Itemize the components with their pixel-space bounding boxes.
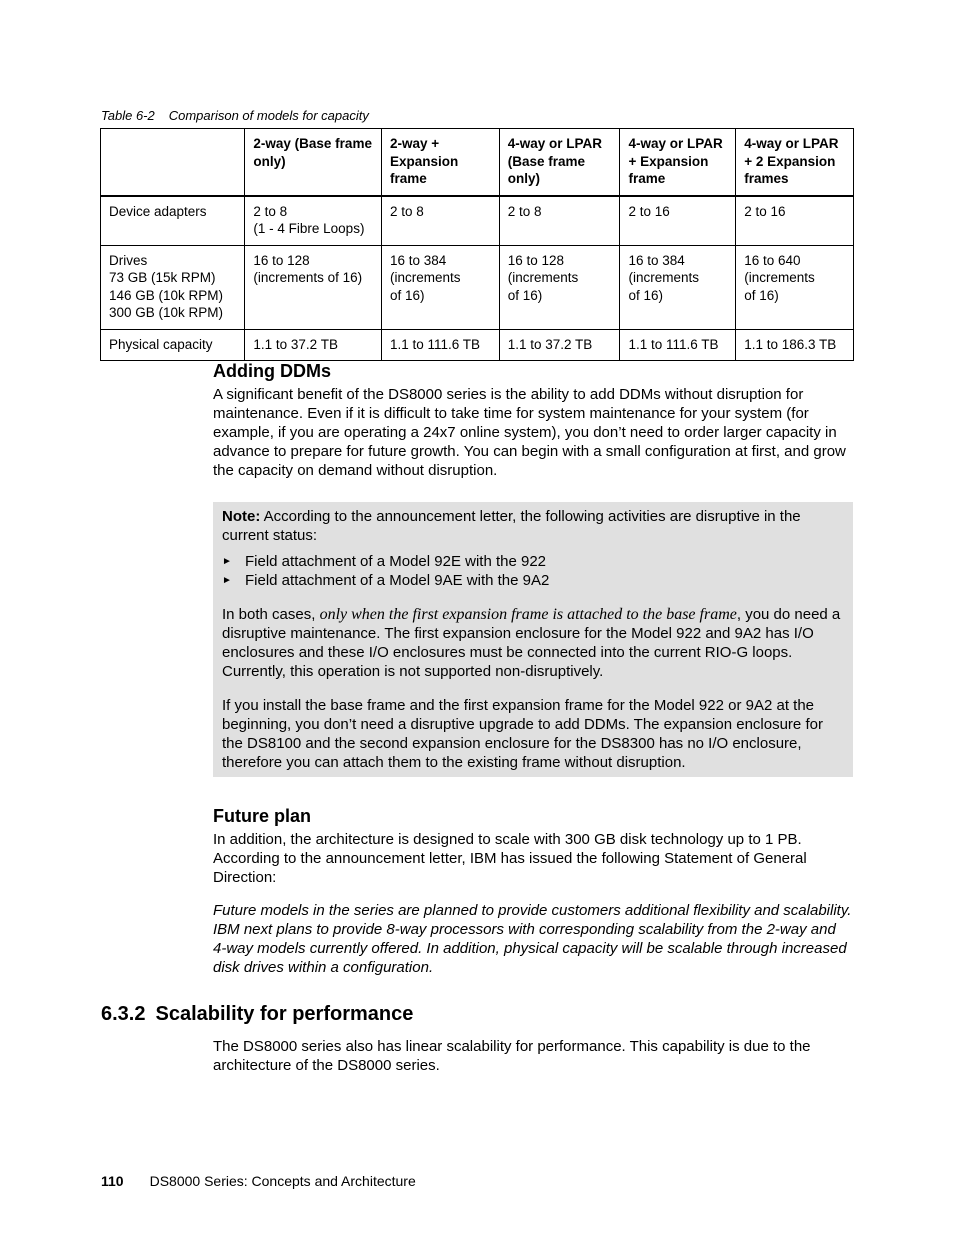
table-header-cell: 2-way + Expansion frame [381, 129, 499, 196]
adding-ddms-paragraph: A significant benefit of the DS8000 series is the ability to add DDMs without disruption for maintenance. Even if it is difficult to take time for system maintenance for your system (for example, if you are operating a 24x7 online system), you don’t need to order larger capacity in advance to prepare for future growth. You can begin with a small configuration at first, and grow the capacity on demand without disruption. [213, 386, 846, 479]
adding-ddms-heading: Adding DDMs [213, 361, 331, 381]
note-intro [222, 507, 846, 545]
triangle-bullet-icon: ► [222, 556, 232, 567]
table-cell: 2 to 16 [620, 196, 736, 246]
table-header-row [101, 129, 854, 196]
list-item [222, 571, 846, 590]
table-cell: 2 to 8 (1 - 4 Fibre Loops) [245, 196, 382, 246]
note-paragraph-2 [222, 605, 846, 681]
table-row [101, 196, 854, 246]
table-cell: Drives 73 GB (15k RPM) 146 GB (10k RPM) 300 GB (10k RPM) [101, 245, 245, 329]
table-caption [101, 108, 369, 123]
table-row [101, 329, 854, 361]
table-cell: 2 to 8 [381, 196, 499, 246]
table-cell: 2 to 8 [499, 196, 620, 246]
table-header-cell: 4-way or LPAR + Expansion frame [620, 129, 736, 196]
list-item-text: Field attachment of a Model 92E with the 922 [245, 553, 547, 570]
table-cell: 1.1 to 111.6 TB [620, 329, 736, 361]
future-plan-paragraph: In addition, the architecture is designed to scale with 300 GB disk technology up to 1 PB. According to the announcement letter, IBM has issued the following Statement of General Direction: [213, 831, 807, 886]
table-header-cell: 4-way or LPAR + 2 Expansion frames [736, 129, 854, 196]
table-caption-title: Comparison of models for capacity [168, 108, 369, 123]
table-cell: 16 to 128 (increments of 16) [499, 245, 620, 329]
section-heading [101, 1003, 413, 1026]
note-intro-text: According to the announcement letter, the following activities are disruptive in the current status: [222, 508, 801, 544]
triangle-bullet-icon: ► [222, 575, 232, 586]
table-header-cell: 4-way or LPAR (Base frame only) [499, 129, 620, 196]
table-row [101, 245, 854, 329]
table-header-cell: 2-way (Base frame only) [245, 129, 382, 196]
section-title: Scalability for performance [155, 1003, 414, 1025]
note-p2-emphasis: only when the first expansion frame is attached to the base frame [319, 606, 737, 623]
table-cell: 1.1 to 37.2 TB [499, 329, 620, 361]
note-p2-end: , you do need a disruptive maintenance. The first expansion enclosure for the Model 922 and 9A2 has I/O enclosures and these I/O enclosures must be connected into the current RIO-G loops. Currently, this operation is not supported non-disruptively. [222, 606, 841, 680]
table-cell: 16 to 128 (increments of 16) [245, 245, 382, 329]
table-cell: 1.1 to 186.3 TB [736, 329, 854, 361]
table-cell: Device adapters [101, 196, 245, 246]
table-cell: 16 to 384 (increments of 16) [620, 245, 736, 329]
section-paragraph: The DS8000 series also has linear scalability for performance. This capability is due to the architecture of the DS8000 series. [213, 1038, 811, 1074]
note-bullet-list [222, 552, 846, 590]
future-plan-quote: Future models in the series are planned to provide customers additional flexibility and scalability. IBM next plans to provide 8-way processors with corresponding scalability from the 2-way and 4-way models currently offered. In addition, physical capacity will be scalable through increased disk drives within a configuration. [213, 902, 852, 976]
table-cell: 16 to 640 (increments of 16) [736, 245, 854, 329]
future-plan-heading: Future plan [213, 806, 311, 826]
table-cell: 1.1 to 111.6 TB [381, 329, 499, 361]
note-box [213, 502, 853, 777]
capacity-comparison-table [100, 128, 854, 361]
table-cell: 1.1 to 37.2 TB [245, 329, 382, 361]
note-label: Note: [222, 508, 261, 525]
page-number: 110 [101, 1173, 124, 1189]
section-number: 6.3.2 [101, 1003, 146, 1025]
page-footer [101, 1173, 416, 1189]
table-caption-label: Table 6-2 [101, 108, 155, 123]
note-p2-start: In both cases, [222, 606, 316, 623]
table-cell: Physical capacity [101, 329, 245, 361]
list-item [222, 552, 846, 571]
book-title: DS8000 Series: Concepts and Architecture [149, 1173, 416, 1189]
list-item-text: Field attachment of a Model 9AE with the 9A2 [245, 572, 550, 589]
table-cell: 16 to 384 (increments of 16) [381, 245, 499, 329]
note-paragraph-3: If you install the base frame and the first expansion frame for the Model 922 or 9A2 at the beginning, you don’t need a disruptive upgrade to add DDMs. The expansion enclosure for the DS8100 and the second expansion enclosure for the DS8300 has no I/O enclosure, therefore you can attach them to the existing frame without disruption. [222, 697, 823, 771]
table-cell: 2 to 16 [736, 196, 854, 246]
table-header-cell [101, 129, 245, 196]
